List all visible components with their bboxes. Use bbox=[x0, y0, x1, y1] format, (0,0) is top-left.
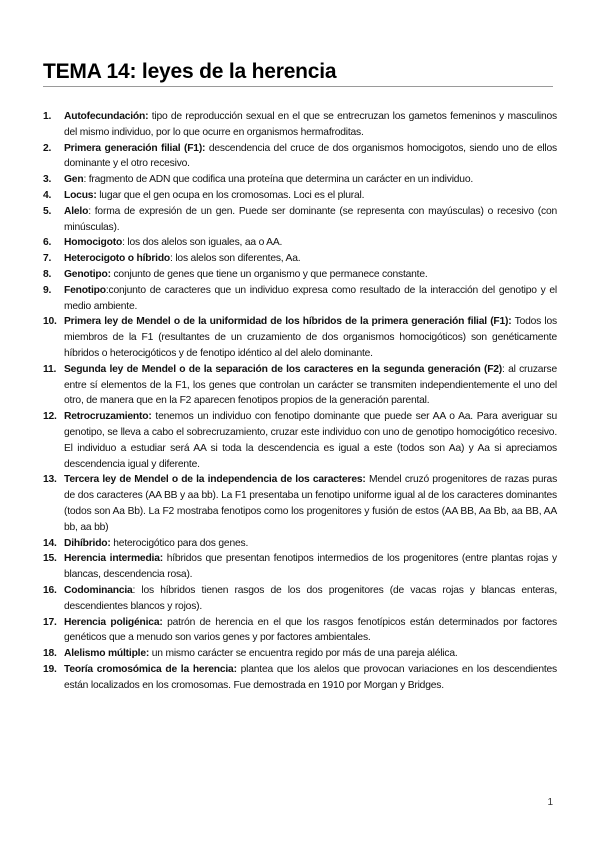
item-term: Retrocruzamiento: bbox=[64, 411, 152, 423]
item-definition: : al cruzarse entre sí elementos de la F1, los genes que controlan un carácter se transmiten independientemente el uno del otro, de manera que en la F2 aparecen fenotipos propios de la generación parental. bbox=[64, 363, 557, 407]
item-definition: un mismo carácter se encuentra regido por más de una pareja alélica. bbox=[149, 648, 458, 660]
item-number: 6. bbox=[43, 237, 52, 249]
item-definition: lugar que el gen ocupa en los cromosomas. Loci es el plural. bbox=[96, 189, 365, 201]
list-item bbox=[43, 615, 557, 647]
item-number: 14. bbox=[43, 537, 57, 549]
item-definition: : los híbridos tienen rasgos de los dos progenitores (de vacas rojas y blancas enteras, descendientes blancos y rojos). bbox=[64, 584, 557, 612]
item-term: Dihíbrido: bbox=[64, 537, 111, 549]
item-number: 11. bbox=[43, 363, 57, 375]
item-term: Tercera ley de Mendel o de la independencia de los caracteres: bbox=[64, 474, 366, 486]
list-item bbox=[43, 141, 557, 173]
item-term: Homocigoto bbox=[64, 237, 123, 249]
list-item bbox=[43, 188, 557, 204]
item-number: 18. bbox=[43, 648, 57, 660]
item-number: 16. bbox=[43, 584, 57, 596]
item-number: 3. bbox=[43, 174, 52, 186]
item-definition: Mendel cruzó progenitores de razas puras de dos caracteres (AA BB y aa bb). La F1 presentaba un fenotipo uniforme igual al de los caracteres dominantes (todos son Aa Bb). La F2 mostraba fenotipos como los progenitores y fusión de estos (AA BB, Aa Bb, aa BB, AA bb, aa bb) bbox=[64, 474, 558, 533]
list-item bbox=[43, 536, 557, 552]
item-number: 7. bbox=[43, 253, 52, 265]
page-title: TEMA 14: leyes de la herencia bbox=[43, 60, 337, 84]
item-definition: : los dos alelos son iguales, aa o AA. bbox=[122, 237, 283, 249]
item-definition: patrón de herencia en el que los rasgos fenotípicos están determinados por factores genéticos que a menudo son varios genes y por factores ambientales. bbox=[64, 616, 557, 644]
item-definition: Todos los miembros de la F1 (resultantes de un cruzamiento de dos organismos homocigóticos) son genéticamente híbridos o heterocigóticos y de fenotipo idéntico al del alelo dominante. bbox=[64, 316, 557, 359]
item-definition: : fragmento de ADN que codifica una proteína que determina un carácter en un individuo. bbox=[83, 174, 474, 186]
item-definition: descendencia del cruce de dos organismos homocigotos, siendo uno de ellos dominante y el otro recesivo. bbox=[64, 142, 557, 170]
item-definition: plantea que los alelos que provocan variaciones en los descendientes están localizados en los cromosomas. Fue demostrada en 1910 por Morgan y Bridges. bbox=[64, 663, 558, 691]
list-item bbox=[43, 251, 557, 267]
item-number: 10. bbox=[43, 316, 57, 328]
item-term: Teoría cromosómica de la herencia: bbox=[64, 663, 237, 675]
item-term: Primera generación filial (F1): bbox=[64, 142, 206, 154]
item-definition: : los alelos son diferentes, Aa. bbox=[170, 253, 301, 265]
item-term: Herencia intermedia: bbox=[64, 553, 163, 565]
page-number: 1 bbox=[547, 797, 553, 808]
item-term: Segunda ley de Mendel o de la separación de los caracteres en la segunda generación (F2) bbox=[64, 363, 503, 375]
list-item bbox=[43, 662, 557, 694]
list-item bbox=[43, 472, 557, 535]
item-number: 17. bbox=[43, 616, 57, 628]
item-term: Alelo bbox=[64, 205, 89, 217]
list-item bbox=[43, 409, 557, 472]
list-item bbox=[43, 646, 557, 662]
item-number: 5. bbox=[43, 205, 52, 217]
item-term: Genotipo: bbox=[64, 268, 111, 280]
item-number: 12. bbox=[43, 411, 57, 423]
list-item bbox=[43, 362, 557, 409]
item-number: 8. bbox=[43, 268, 52, 280]
item-term: Primera ley de Mendel o de la uniformidad de los híbridos de la primera generación filial (F1): bbox=[64, 316, 512, 328]
item-number: 19. bbox=[43, 663, 57, 675]
definition-list bbox=[43, 109, 557, 693]
item-definition: conjunto de genes que tiene un organismo y que permanece constante. bbox=[110, 268, 428, 280]
item-definition: heterocigótico para dos genes. bbox=[110, 537, 249, 549]
item-definition: : forma de expresión de un gen. Puede ser dominante (se representa con mayúsculas) o recesivo (con minúsculas). bbox=[64, 205, 557, 233]
list-item bbox=[43, 551, 557, 583]
list-item bbox=[43, 109, 557, 141]
item-number: 2. bbox=[43, 142, 52, 154]
list-item bbox=[43, 204, 557, 236]
item-term: Gen bbox=[64, 174, 84, 186]
list-item bbox=[43, 583, 557, 615]
item-number: 1. bbox=[43, 111, 52, 122]
item-number: 4. bbox=[43, 189, 52, 201]
list-item bbox=[43, 235, 557, 251]
item-number: 13. bbox=[43, 474, 57, 486]
item-definition: tipo de reproducción sexual en el que se entrecruzan los gametos femeninos y masculinos del mismo individuo, por lo que ocurre en organismos hermafroditas. bbox=[64, 111, 557, 138]
item-definition: híbridos que presentan fenotipos intermedios de los progenitores (entre plantas rojas y blancas, descendencia rosa). bbox=[64, 553, 557, 581]
item-definition: tenemos un individuo con fenotipo dominante que puede ser AA o Aa. Para averiguar su genotipo, se lleva a cabo el sobrecruzamiento, cruzar este individuo con uno de genotipo homocigótico recesivo. El individuo a estudiar será AA si toda la descendencia es igual a este (todos son Aa) y Aa si apreciamos descendencia igual y diferente. bbox=[64, 411, 557, 470]
item-term: Alelismo múltiple: bbox=[64, 648, 150, 660]
list-item bbox=[43, 283, 557, 315]
list-item bbox=[43, 314, 557, 361]
item-number: 9. bbox=[43, 284, 52, 296]
item-term: Herencia poligénica: bbox=[64, 616, 163, 628]
list-item bbox=[43, 267, 557, 283]
list-item bbox=[43, 172, 557, 188]
item-term: Locus: bbox=[64, 189, 97, 201]
item-definition: :conjunto de caracteres que un individuo expresa como resultado de la interacción del genotipo y el medio ambiente. bbox=[64, 284, 557, 312]
item-number: 15. bbox=[43, 553, 57, 565]
title-divider bbox=[43, 86, 553, 87]
item-term: Autofecundación: bbox=[64, 111, 149, 122]
item-term: Fenotipo bbox=[64, 284, 106, 296]
item-term: Codominancia bbox=[64, 584, 133, 596]
item-term: Heterocigoto o híbrido bbox=[64, 253, 171, 265]
